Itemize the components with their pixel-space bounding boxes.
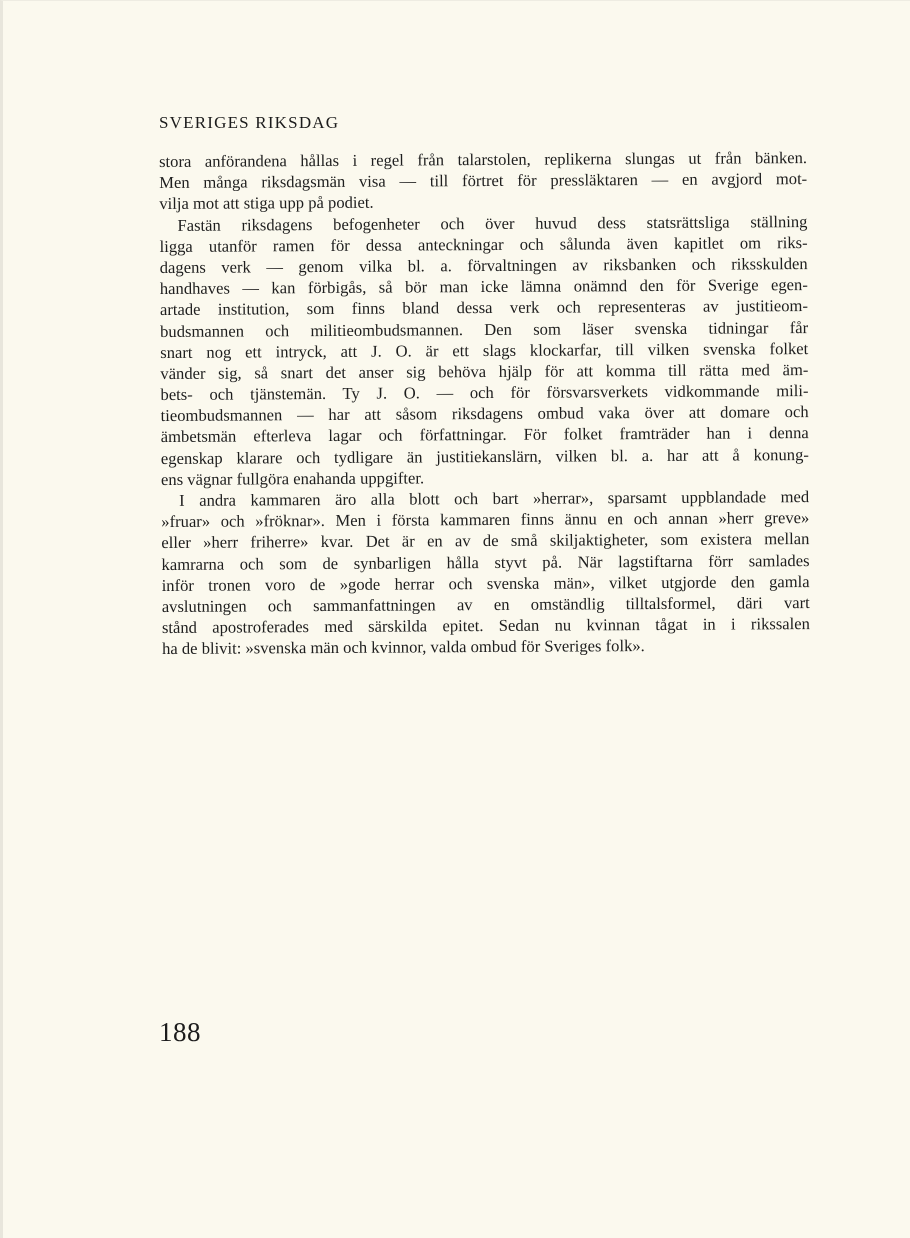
text-line: ämbetsmän efterleva lagar och författningar. För folket framträder han i denna (160, 423, 809, 447)
text-line: tieombudsmannen — har att såsom riksdagens ombud vaka över att domare och (160, 402, 809, 426)
text-line: dagens verk — genom vilka bl. a. förvaltningen av riksbanken och riksskulden (159, 253, 808, 277)
text-line: vänder sig, så snart det anser sig behöva hjälp för att komma till rätta med äm- (160, 359, 809, 383)
text-line: stånd apostroferades med särskilda epitet. Sedan nu kvinnan tågat in i rikssalen (161, 614, 810, 638)
text-line: Men många riksdagsmän visa — till förtret för pressläktaren — en avgjord mot- (159, 169, 808, 193)
text-line: avslutningen och sammanfattningen av en omständlig tilltalsformel, däri vart (161, 592, 810, 616)
page-number: 188 (159, 1017, 201, 1047)
text-line: handhaves — kan förbigås, så bör man icke lämna onämnd den för Sverige egen- (159, 275, 808, 299)
text-line: Fastän riksdagens befogenheter och över huvud dess statsrättsliga ställning (177, 211, 808, 235)
text-line: stora anförandena hållas i regel från talarstolen, replikerna slungas ut från bänken. (159, 148, 808, 171)
text-line: »fruar» och »fröknar». Men i första kammaren finns ännu en och annan »herr greve» (161, 508, 810, 532)
text-line: ens vägnar fullgöra enahanda uppgifter. (160, 468, 425, 489)
text-line: budsmannen och militieombudsmannen. Den som läser svenska tidningar får (160, 317, 809, 341)
body-text (159, 147, 810, 659)
text-line: egenskap klarare och tydligare än justitiekanslärn, vilken bl. a. har att å konung- (160, 444, 809, 468)
text-line: snart nog ett intryck, att J. O. är ett slags klockarfar, till vilken svenska folket (160, 338, 809, 362)
text-line: inför tronen voro de »gode herrar och svenska män», vilket utgjorde den gamla (161, 571, 810, 595)
text-line: ha de blivit: »svenska män och kvinnor, valda ombud för Sveriges folk». (161, 636, 645, 659)
text-line: vilja mot att stiga upp på podiet. (159, 193, 374, 214)
text-line: artade institution, som finns bland dessa verk och representeras av justitieom- (159, 296, 809, 320)
text-line: I andra kammaren äro alla blott och bart »herrar», sparsamt uppblandade med (179, 487, 810, 510)
text-line: kamrarna och som de synbarligen hålla styvt på. När lagstiftarna förr samlades (161, 550, 810, 574)
text-line: eller »herr friherre» kvar. Det är en av de små skiljaktigheter, som existera mellan (161, 529, 810, 553)
text-line: bets- och tjänstemän. Ty J. O. — och för försvarsverkets vidkommande mili- (160, 381, 809, 405)
text-line: ligga utanför ramen för dessa anteckningar och sålunda även kapitlet om riks- (159, 232, 808, 256)
running-head: SVERIGES RIKSDAG (159, 113, 340, 132)
